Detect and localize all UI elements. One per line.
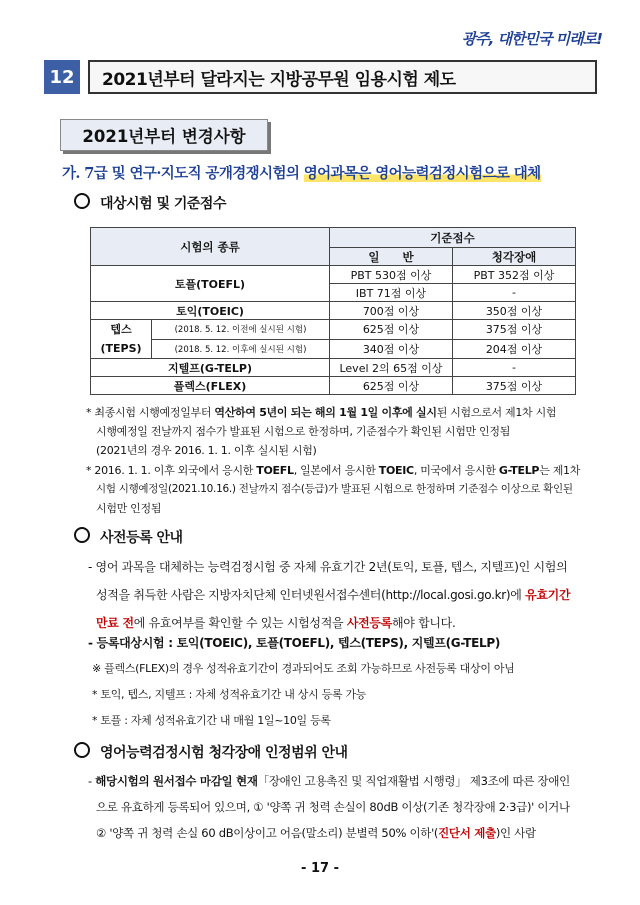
hearing-paragraph bbox=[88, 770, 570, 844]
reg-line: 해야 합니다. bbox=[392, 616, 456, 630]
item-ga bbox=[62, 162, 541, 183]
hear-line: ② '양쪽 귀 청력 손실 60 dB이상이고 어음(말소리) 분별력 50% 이하'( bbox=[96, 826, 439, 840]
score-table bbox=[90, 227, 576, 395]
reg-emphasis: 유효기간 bbox=[525, 588, 571, 602]
subheading-text: 대상시험 및 기준점수 bbox=[100, 196, 226, 212]
cell-toeic: 토익(TOEIC) bbox=[91, 302, 330, 320]
item-ga-highlight: 영어과목은 영어능력검정시험으로 대체 bbox=[303, 165, 541, 182]
note-emphasis: 역산하여 5년이 되는 해의 1월 1일 이후에 실시 bbox=[214, 406, 437, 419]
cell-teps-after: (2018. 5. 12. 이후에 실시된 시험) bbox=[152, 339, 330, 359]
teps-label: 텝스 bbox=[110, 323, 132, 336]
chapter-header bbox=[44, 60, 597, 94]
hear-emphasis: 해당시험의 원서접수 마감일 현재 bbox=[95, 774, 258, 788]
cell-flex: 플렉스(FLEX) bbox=[91, 377, 330, 395]
subheading-hearing bbox=[74, 742, 348, 762]
reg-flex-note: ※ 플렉스(FLEX)의 경우 성적유효기간이 경과되어도 조회 가능하므로 사전등록 대상이 아님 bbox=[92, 662, 515, 675]
cell-toefl-ibt-hearing: - bbox=[453, 284, 576, 302]
reg-target-exams: - 등록대상시험 : 토익(TOEIC), 토플(TOEFL), 텝스(TEPS), 지텔프(G-TELP) bbox=[88, 636, 501, 650]
cell-gtelp-hearing: - bbox=[453, 359, 576, 377]
circle-bullet-icon bbox=[74, 527, 90, 543]
cell-toefl-pbt: PBT 530점 이상 bbox=[330, 266, 453, 284]
cell-teps-before-hearing: 375점 이상 bbox=[453, 320, 576, 340]
note-emphasis: TOEIC bbox=[378, 464, 414, 477]
cell-flex-general: 625점 이상 bbox=[330, 377, 453, 395]
note-1 bbox=[86, 403, 606, 460]
note-text: 된 시험으로서 제1차 시험 bbox=[436, 406, 557, 419]
reg-line: 에 유효여부를 확인할 수 있는 시험성적을 bbox=[133, 616, 347, 630]
note-text: 시험 시행예정일(2021.10.16.) 전날까지 점수(등급)가 발표된 시험으로 한정하며 기준점수 이상으로 확인된 bbox=[96, 483, 573, 495]
cell-toefl: 토플(TOEFL) bbox=[91, 266, 330, 302]
cell-teps-before: (2018. 5. 12. 이전에 실시된 시험) bbox=[152, 320, 330, 340]
slogan-logo: 광주, 대한민국 미래로! bbox=[461, 30, 602, 48]
hear-emphasis: 진단서 제출 bbox=[438, 826, 496, 840]
reg-note-1: * 토익, 텝스, 지텔프 : 자체 성적유효기간 내 상시 등록 가능 bbox=[92, 688, 367, 701]
cell-toeic-general: 700점 이상 bbox=[330, 302, 453, 320]
section-title: 2021년부터 변경사항 bbox=[60, 119, 268, 151]
note-text: * 2016. 1. 1. 이후 외국에서 응시한 bbox=[86, 464, 257, 477]
circle-bullet-icon bbox=[74, 193, 90, 209]
chapter-number: 12 bbox=[44, 60, 80, 94]
note-emphasis: TOEFL bbox=[256, 464, 294, 477]
note-text: (2021년의 경우 2016. 1. 1. 이후 실시된 시험) bbox=[96, 444, 317, 457]
subheading-text: 영어능력검정시험 청각장애 인정범위 안내 bbox=[100, 745, 348, 761]
cell-flex-hearing: 375점 이상 bbox=[453, 377, 576, 395]
subheading-target-exams bbox=[74, 193, 226, 213]
note-text: , 미국에서 응시한 bbox=[413, 464, 499, 477]
cell-teps-after-general: 340점 이상 bbox=[330, 339, 453, 359]
subheading-text: 사전등록 안내 bbox=[100, 530, 183, 546]
hear-line: 「장애인 고용촉진 및 직업재활법 시행령」 제3조에 따른 장애인 bbox=[257, 774, 570, 788]
circle-bullet-icon bbox=[74, 742, 90, 758]
chapter-title: 2021년부터 달라지는 지방공무원 임용시험 제도 bbox=[88, 60, 597, 94]
cell-gtelp-general: Level 2의 65점 이상 bbox=[330, 359, 453, 377]
page-number: - 17 - bbox=[301, 861, 339, 876]
th-standard-score: 기준점수 bbox=[330, 228, 576, 248]
note-text: 는 제1차 bbox=[539, 464, 581, 477]
cell-gtelp: 지텔프(G-TELP) bbox=[91, 359, 330, 377]
note-2 bbox=[86, 461, 606, 518]
cell-teps-after-hearing: 204점 이상 bbox=[453, 339, 576, 359]
th-hearing: 청각장애 bbox=[453, 248, 576, 266]
note-text: 시험만 인정됨 bbox=[96, 502, 162, 515]
hear-line: - bbox=[88, 774, 96, 788]
th-exam-type: 시험의 종류 bbox=[91, 228, 330, 266]
reg-note-2: * 토플 : 자체 성적유효기간 내 매월 1일~10일 등록 bbox=[92, 714, 331, 727]
note-text: , 일본에서 응시한 bbox=[293, 464, 379, 477]
hear-line: )인 사람 bbox=[495, 826, 536, 840]
reg-line: 성적을 취득한 사람은 지방자치단체 인터넷원서접수센터(http://local.gosi.go.kr)에 bbox=[96, 588, 526, 602]
item-ga-prefix: 가. 7급 및 연구·지도직 공개경쟁시험의 bbox=[62, 165, 304, 182]
note-text: 시행예정일 전날까지 점수가 발표된 시험으로 한정하며, 기준점수가 확인된 시험만 인정됨 bbox=[96, 425, 511, 438]
reg-emphasis: 사전등록 bbox=[346, 616, 392, 630]
note-text: * 최종시험 시행예정일부터 bbox=[86, 406, 215, 419]
cell-teps-before-general: 625점 이상 bbox=[330, 320, 453, 340]
hear-line: 으로 유효하게 등록되어 있으며, ① '양쪽 귀 청력 손실이 80dB 이상(기존 청각장애 2·3급)' 이거나 bbox=[96, 800, 570, 814]
cell-toeic-hearing: 350점 이상 bbox=[453, 302, 576, 320]
cell-toefl-ibt: IBT 71점 이상 bbox=[330, 284, 453, 302]
cell-teps bbox=[91, 320, 152, 359]
note-emphasis: G-TELP bbox=[498, 464, 540, 477]
cell-toefl-pbt-hearing: PBT 352점 이상 bbox=[453, 266, 576, 284]
reg-line: - 영어 과목을 대체하는 능력검정시험 중 자체 유효기간 2년(토익, 토플, 텝스, 지텔프)인 시험의 bbox=[88, 560, 568, 574]
teps-label-en: (TEPS) bbox=[100, 342, 142, 355]
th-general: 일 반 bbox=[330, 248, 453, 266]
subheading-preregistration bbox=[74, 527, 183, 547]
reg-paragraph bbox=[88, 556, 570, 634]
reg-emphasis: 만료 전 bbox=[96, 616, 134, 630]
